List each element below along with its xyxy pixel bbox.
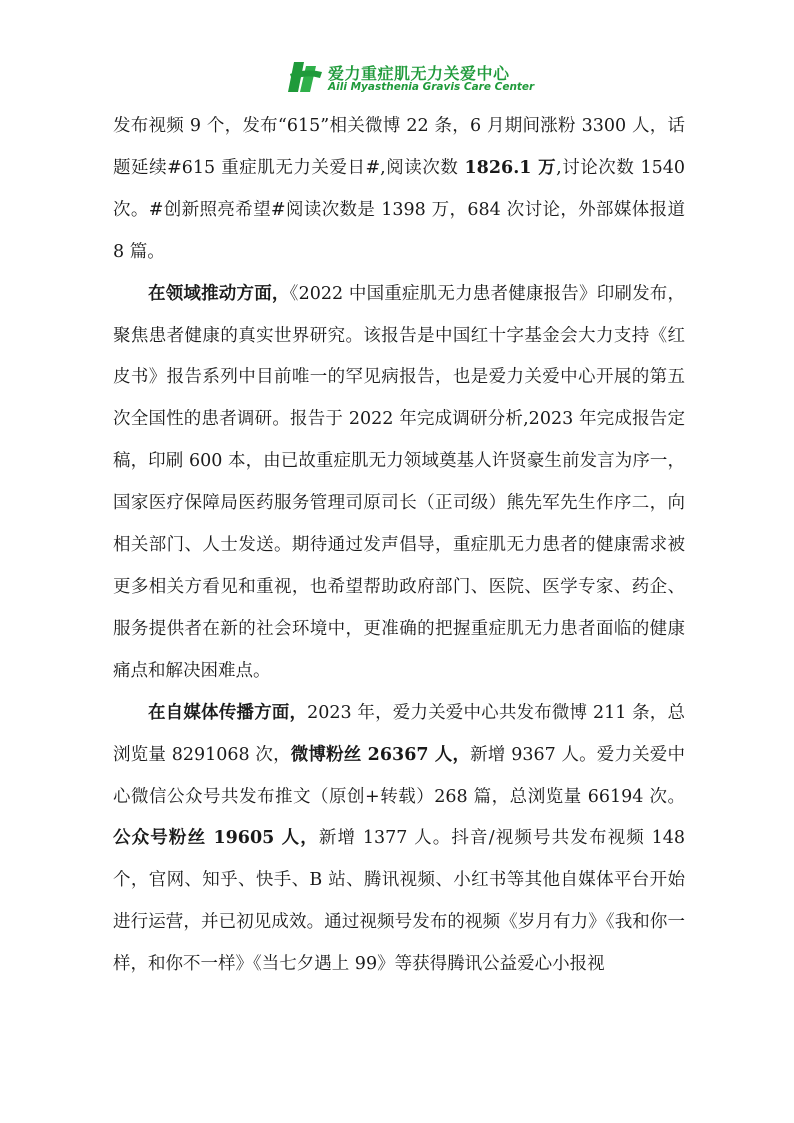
aili-logo-icon	[286, 58, 324, 96]
p1-text-2: ,讨论次数 1540 次。#创新照亮希望#阅读次数是 1398 万，684 次讨论，外部媒体报道 8 篇。	[113, 157, 685, 262]
p3-text-3: 新增 1377 人。抖音/视频号共发布视频 148 个，官网、知乎、快手、B 站、腾讯视频、小红书等其他自媒体平台开始进行运营，并已初见成效。通过视频号发布的视频《岁月有力》《我和你一样，和你不一样》《当七夕遇上 99》等获得腾讯公益爱心小报视	[113, 828, 685, 975]
p2-lead-heading: 在领域推动方面，	[148, 283, 290, 304]
p3-bold-weibo-fans: 微博粉丝 26367 人，	[290, 744, 471, 765]
paragraph-self-media	[113, 693, 685, 986]
p3-text-2: 新增 9367 人。爱力关爱中心微信公众号共发布推文（原创+转载）268 篇，总浏览量 66194 次。	[113, 744, 685, 807]
p3-text-1: 2023 年，爱力关爱中心共发布微博 211 条，总浏览量 8291068 次，	[113, 702, 685, 765]
p1-text-1: 发布视频 9 个，发布“615”相关微博 22 条，6 月期间涨粉 3300 人，话题延续#615 重症肌无力关爱日#,阅读次数	[113, 116, 685, 178]
p1-bold-reads: 1826.1 万	[464, 157, 557, 178]
p3-lead-heading: 在自媒体传播方面，	[148, 702, 308, 723]
logo-chinese-name: 爱力重症肌无力关爱中心	[328, 64, 510, 83]
document-body	[113, 106, 685, 986]
p3-bold-wechat-fans: 公众号粉丝 19605 人，	[113, 828, 319, 849]
paragraph-weibo-stats	[113, 106, 685, 274]
paragraph-field-promotion	[113, 274, 685, 693]
logo-english-name: Aili Myasthenia Gravis Care Center	[328, 81, 535, 93]
p2-text: 《2022 中国重症肌无力患者健康报告》印刷发布，聚焦患者健康的真实世界研究。该报告是中国红十字基金会大力支持《红皮书》报告系列中目前唯一的罕见病报告，也是爱力关爱中心开展的第五次全国性的患者调研。报告于 2022 年完成调研分析,2023 年完成报告定稿，印刷 600 本，由已故重症肌无力领域奠基人许贤豪生前发言为序一，国家医疗保障局医药服务管理司原司长（正司级）熊先军先生作序二，向相关部门、人士发送。期待通过发声倡导，重症肌无力患者的健康需求被更多相关方看见和重视，也希望帮助政府部门、医院、医学专家、药企、服务提供者在新的社会环境中，更准确的把握重症肌无力患者面临的健康痛点和解决困难点。	[113, 283, 686, 681]
page-header	[286, 58, 535, 98]
